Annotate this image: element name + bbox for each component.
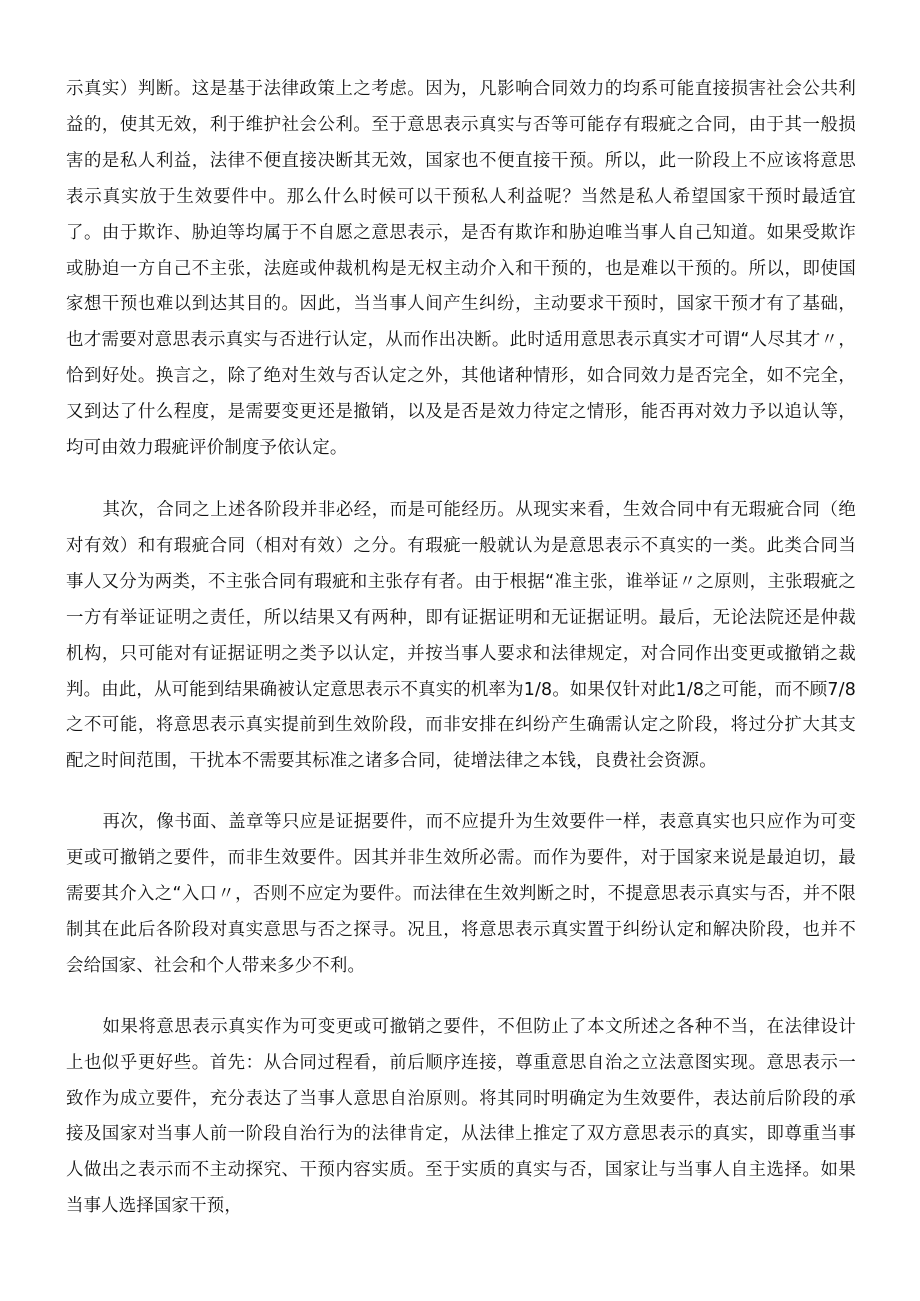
- paragraph-thirdly: 再次，像书面、盖章等只应是证据要件，而不应提升为生效要件一样，表意真实也只应作为可变更或可撤销之要件，而非生效要件。因其并非生效所必需。而作为要件，对于国家来说是最迫切，最需要其介入之“入口〃，否则不应定为要件。而法律在生效判断之时，不提意思表示真实与否，并不限制其在此后各阶段对真实意思与否之探寻。况且，将意思表示真实置于纠纷认定和解决阶段，也并不会给国家、社会和个人带来多少不利。: [66, 812, 856, 976]
- paragraph-if: 如果将意思表示真实作为可变更或可撤销之要件，不但防止了本文所述之各种不当，在法律设计上也似乎更好些。首先：从合同过程看，前后顺序连接，尊重意思自治之立法意图实现。意思表示一致作为成立要件，充分表达了当事人意思自治原则。将其同时明确定为生效要件，表达前后阶段的承接及国家对当事人前一阶段自治行为的法律肯定，从法律上推定了双方意思表示的真实，即尊重当事人做出之表示而不主动探究、干预内容实质。至于实质的真实与否，国家让与当事人自主选择。如果当事人选择国家干预，: [66, 1016, 856, 1217]
- paragraph-continued: 示真实）判断。这是基于法律政策上之考虑。因为，凡影响合同效力的均系可能直接损害社会公共利益的，使其无效，利于维护社会公利。至于意思表示真实与否等可能存有瑕疵之合同，由于其一般损害的是私人利益，法律不便直接决断其无效，国家也不便直接干预。所以，此一阶段上不应该将意思表示真实放于生效要件中。那么什么时候可以干预私人利益呢？当然是私人希望国家干预时最适宜了。由于欺诈、胁迫等均属于不自愿之意思表示，是否有欺诈和胁迫唯当事人自己知道。如果受欺诈或胁迫一方自己不主张，法庭或仲裁机构是无权主动介入和干预的，也是难以干预的。所以，即使国家想干预也难以到达其目的。因此，当当事人间产生纠纷，主动要求干预时，国家干预才有了基础，也才需要对意思表示真实与否进行认定，从而作出决断。此时适用意思表示真实才可谓“人尽其才〃，恰到好处。换言之，除了绝对生效与否认定之外，其他诸种情形，如合同效力是否完全，如不完全，又到达了什么程度，是需要变更还是撤销，以及是否是效力待定之情形，能否再对效力予以追认等，均可由效力瑕疵评价制度予依认定。: [66, 79, 856, 459]
- paragraph-secondly: 其次，合同之上述各阶段并非必经，而是可能经历。从现实来看，生效合同中有无瑕疵合同（绝对有效）和有瑕疵合同（相对有效）之分。有瑕疵一般就认为是意思表示不真实的一类。此类合同当事人又分为两类，不主张合同有瑕疵和主张存有者。由于根据“准主张，谁举证〃之原则，主张瑕疵之一方有举证证明之责任，所以结果又有两种，即有证据证明和无证据证明。最后，无论法院还是仲裁机构，只可能对有证据证明之类予以认定，并按当事人要求和法律规定，对合同作出变更或撤销之裁判。由此，从可能到结果确被认定意思表示不真实的机率为1/8。如果仅针对此1/8之可能，而不顾7/8之不可能，将意思表示真实提前到生效阶段，而非安排在纠纷产生确需认定之阶段，将过分扩大其支配之时间范围，干扰本不需要其标准之诸多合同，徒增法律之本钱，良费社会资源。: [66, 499, 856, 772]
- document-page: [66, 72, 856, 1225]
